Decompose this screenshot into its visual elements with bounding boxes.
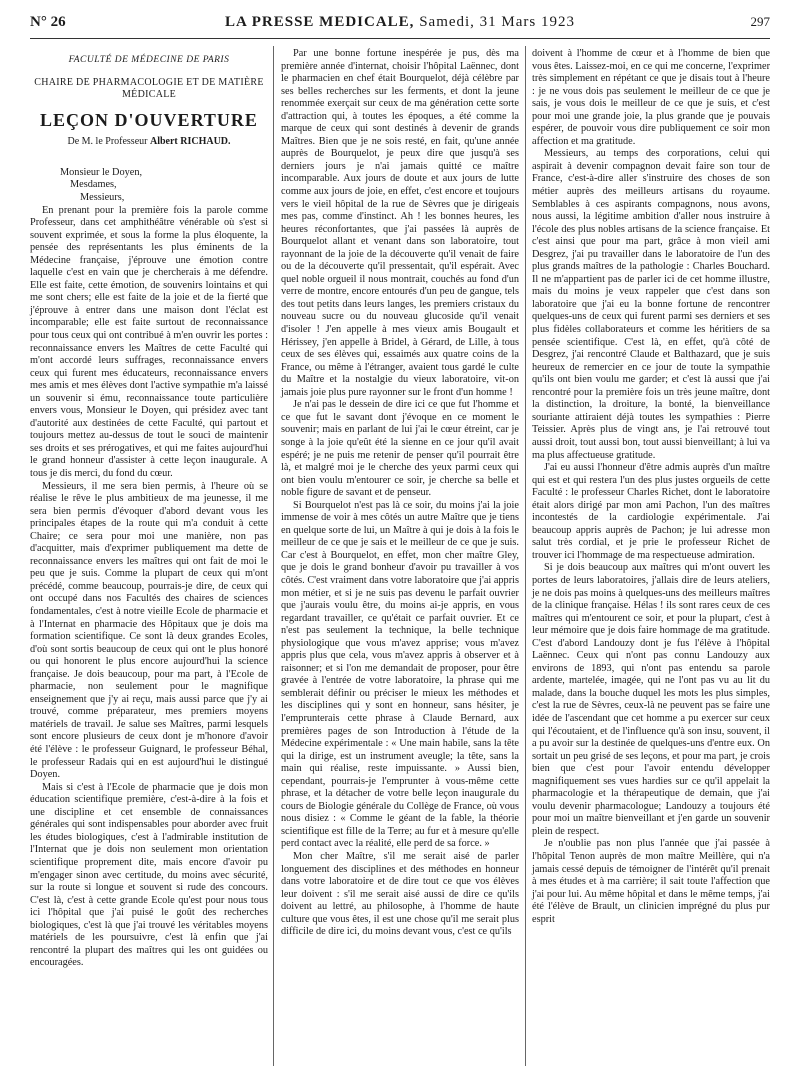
paragraph: doivent à l'homme de cœur et à l'homme de bien que vous êtes. Laissez-moi, en ce qui me concerne, l'exprimer très simplement en répétant ce que je disais tout à l'heure : je ne vous dois pas seulement le meilleur de ce que je sais, je vous dois le meilleur de ce que je suis, et c'est pour moi une grande joie, la plus grande que je pouvais espérer, de pouvoir vous dire publiquement ce soir mon affection et ma gratitude. — [532, 48, 770, 147]
salutation-line: Messieurs, — [80, 191, 125, 203]
issue-number: N° 26 — [30, 14, 66, 30]
paragraph: Je n'oublie pas non plus l'année que j'ai passée à l'hôpital Tenon auprès de mon maître Meillère, qui n'a jamais cessé depuis de témoigner de l'intérêt qu'il prenait à mes études et à ma carrière; il sait toute l'affection que j'ai pour lui. Au même hôpital et dans le même temps, j'ai été l'élève de Brault, un clinicien imprégné du plus pur esprit — [532, 838, 770, 925]
header-rule — [30, 38, 770, 39]
author-prefix: De M. le Professeur — [67, 136, 150, 148]
column-divider — [273, 46, 274, 1066]
paragraph: Mais si c'est à l'Ecole de pharmacie que je dois mon éducation scientifique première, c'est-à-dire à la fois et une discipline et cet ensemble de connaissances générales qui sont indispensables pour aborder avec fruit les études biologiques, c'est à l'admirable institution de l'Internat que je dois non seulement mon orientation scientifique proprement dite, mais encore d'avoir pu m'engager sinon avec certitude, du moins avec sécurité, sur la route si longue et souvent si rude des concours. C'est là, c'est à cette grande Ecole qu'est pour nous tous ici l'hôpital que j'ai puisé le goût des recherches biologiques, c'est là que j'ai trouvé les véritables moyens matériels de les poursuivre, c'est là enfin que j'ai rencontré la plupart des maîtres qui les ont guidées ou encouragées. — [30, 781, 268, 969]
faculty-line: FACULTÉ DE MÉDECINE DE PARIS — [68, 55, 230, 65]
paragraph: Messieurs, au temps des corporations, celui qui aspirait à devenir compagnon devait faire son tour de France, c'est-à-dire aller s'instruire des choses de son métier auprès des meilleurs artisans du royaume. Semblables à ces aspirants compagnons, nous avons, nous aussi, la légitime ambition d'aller nous instruire à l'école des plus nobles artisans de la science française. Et c'est ainsi que pour ma part, grâce à mon vieil ami Desgrez, j'ai pu travailler dans le laboratoire de l'un des plus grands maîtres de la pathologie : Charles Bouchard. Il ne m'appartient pas de parler ici de cet homme illustre, mais du moins je veux rappeler que c'est dans son laboratoire que j'ai eu la bonne fortune de rencontrer quelques-uns de ceux qui furent parmi ses derniers et ses plus fidèles collaborateurs et comme les héritiers de sa pensée scientifique. C'est là, en effet, qu'à côté de Desgrez, j'ai rencontré Claude et Balthazard, que je suis heureux de remercier en ce jour de toute la sympathie qu'ils ont bien voulu me garder; et c'est là aussi que j'ai rencontré pour la première fois un très jeune maître, dont la distinction, la droiture, la bonté, la bienveillance souriante attiraient déjà toutes les sympathies : Pierre Teissier. Après plus de vingt ans, je l'ai retrouvé tout aussi droit, tout aussi bon, tout aussi bienveillant; à lui va ma plus affectueuse gratitude. — [532, 148, 770, 461]
paragraph: Je n'ai pas le dessein de dire ici ce que fut l'homme et ce que fut le savant dont j'évoque en ce moment le souvenir; mais en parlant de lui j'ai le cœur étreint, car je songe à la joie qu'eût été la sienne en ce jour qu'il avait espéré; je ne puis me retenir de penser qu'il pourrait être là, et malgré moi je le cherche des yeux parmi ceux qui ont bien voulu m'entourer ce soir, je cherche sa belle et noble figure de savant et de penseur. — [281, 399, 519, 499]
salutation — [60, 167, 268, 205]
article-title: LEÇON D'OUVERTURE — [40, 109, 258, 130]
paragraph: Si Bourquelot n'est pas là ce soir, du moins j'ai la joie immense de voir à mes côtés un autre Maître que je tiens en quelque sorte de lui, un Maître à qui je dois à la fois le meilleur de ce que je sais et le meilleur de ce que je suis. Car c'est à Bourquelot, en effet, mon cher maître Gley, que je dois le grand bonheur d'avoir pu travailler à vos côtés. C'est vraiment dans votre laboratoire que j'ai appris mon métier, et si je ne suis pas devenu le parfait ouvrier que j'aurais voulu être, du moins ai-je appris, en vous regardant travailler, ce qu'était ce parfait ouvrier. Et ce n'est pas seulement la technique, la belle technique physiologique que vous m'avez apprise; vous m'avez appris plus que cela, vous m'avez appris à observer et à raisonner; et si l'on me demandait de proposer, pour être gravée à l'entrée de votre laboratoire, la phrase qui me semblerait définir ou préciser le mieux les méthodes et les disciplines qui y sont en honneur, sans hésiter, je l'emprunterais cette phrase à Claude Bernard, aux premières pages de son Introduction à l'étude de la Médecine expérimentale : « Une main habile, sans la tête qui la dirige, est un instrument aveugle; la tête, sans la main qui réalise, reste impuissante. » Aussi bien, cependant, pourrais-je l'emprunter à vous-même cette phrase, et la détacher de votre belle leçon inaugurale du cours de Biologie générale du Collège de France, où vous nous disiez : « Comme le géant de la fable, la théorie scientifique est fille de la Terre; au fur et à mesure qu'elle perd contact avec la réalité, elle perd de sa force. » — [281, 499, 519, 850]
paragraph: En prenant pour la première fois la parole comme Professeur, dans cet amphithéâtre vénérable où s'est si souvent exprimée, et sous la forme la plus éloquente, la pensée des représentants les plus éminents de la Médecine française, j'éprouve une émotion contre laquelle c'est en vain que je chercherais à me défendre. Elle est faite, cette émotion, de souvenirs lointains et qui me sont chers; elle est faite de la joie et de la fierté que j'éprouve à entrer dans une maison dont l'éclat est incomparable; elle est faite surtout de reconnaissance pour tous ceux qui ont contribué à m'en ouvrir les portes : reconnaissance envers les Maîtres de cette Faculté qui m'ont accordé leurs suffrages, reconnaissance envers ceux qui furent mes éducateurs, reconnaissance envers mes amis et mes élèves dont l'active sympathie m'a laissé un souvenir si ému, reconnaissance toute particulière envers vous, Monsieur le Doyen, qui présidez avec tant d'autorité aux destinées de cette Faculté, qui partout et toujours mettez au-dessus de tout le souci de maintenir ses droits et ses prérogatives, et qui me faites aujourd'hui le grand honneur d'assister à cette leçon inaugurale. A tous je dis merci, du fond du cœur. — [30, 204, 268, 479]
paragraph: Messieurs, il me sera bien permis, à l'heure où se réalise le rêve le plus ambitieux de ma jeunesse, il me sera bien permis d'évoquer d'abord devant vous les principales étapes de la route qui m'a conduit à cette Chaire; ce sera pour moi une manière, non pas d'acquitter, mais d'exprimer publiquement ma dette de reconnaissance envers les maîtres qui ont fait de moi le peu que je suis. Comme la plupart de ceux qui m'ont précédé, comme beaucoup, pourrais-je dire, de ceux qui ont occupé dans nos Facultés des chaires de sciences fondamentales, c'est à notre vieille Ecole de pharmacie et à l'Internat en pharmacie des Hôpitaux que je dois ma formation scientifique. Ce sont là deux grandes Ecoles, d'où sont sortis beaucoup de ceux qui ont le plus honoré ou qui honorent le plus encore aujourd'hui la science française. Je dois beaucoup, pour ma part, à l'Ecole de pharmacie, non seulement pour le magnifique enseignement que j'y ai reçu, mais aussi parce que j'y ai trouvé, comme préparateur, mes premiers moyens matériels de travail. Je salue ses Maîtres, parmi lesquels sont encore plusieurs de ceux dont je m'honore d'avoir été l'élève : le professeur Guignard, le professeur Béhal, le professeur Radais qui en est aujourd'hui le distingué Doyen. — [30, 480, 268, 781]
column-1 — [30, 48, 268, 970]
page-number: 297 — [750, 14, 770, 29]
chair-title: CHAIRE DE PHARMACOLOGIE ET DE MATIÈRE MÉDICALE — [34, 76, 264, 101]
masthead-date: Samedi, 31 Mars 1923 — [414, 14, 576, 30]
author-line — [30, 136, 268, 149]
paragraph: Mon cher Maître, s'il me serait aisé de parler longuement des disciplines et des méthodes en honneur dans votre laboratoire et de dire tout ce que vos élèves leur doivent : s'il me serait aisé aussi de dire ce qu'ils doivent au lettré, au philosophe, à l'homme de haute culture que vous êtes, il est une chose qu'il me serait plus difficile de dire ici, du moins devant vous, c'est ce qu'ils — [281, 851, 519, 938]
author-name: Albert RICHAUD. — [149, 136, 231, 148]
salutation-line: Monsieur le Doyen, — [60, 166, 143, 178]
column-3 — [532, 48, 770, 926]
page-header — [30, 14, 770, 36]
column-2 — [281, 48, 519, 939]
paragraph: Par une bonne fortune inespérée je pus, dès ma première année d'internat, choisir l'hôpital Laënnec, dont le pharmacien en chef était Bourquelot, déjà célèbre par ses belles recherches sur les ferments, et dont la jeune renommée exerçait sur ceux de ma génération cette sorte d'attraction qui, à toutes les époques, a été comme la marque de ceux qui sont destinés à devenir de grands Maîtres. Bien que je ne sois resté, en fait, qu'une année auprès de Bourquelot, je peux dire que jusqu'à ses derniers jours je n'ai jamais quitté ce maître incomparable. Aux jours de doute et aux jours de lutte comme aux jours de joie, en effet, c'est encore et toujours vers le vieil hôpital de la rue de Sèvres que je dirigeais mes pas, comme d'instinct. Ah ! les bonnes heures, les heures réconfortantes, que j'ai passées là auprès de Bourquelot allant et venant dans son laboratoire, tout rayonnant de la joie de la découverte qu'il venait de faire ou de la découverte qu'il pressentait, qu'il espérait. Avec quel noble orgueil il nous montrait, couchés au fond d'un verre de montre, encore entourés d'un peu de gangue, tels des tout petits dans leurs langes, les premiers cristaux du nouveau sucre ou du nouveau glucoside qu'il venait d'isoler ! J'en appelle à mes vieux amis Bougault et Hérissey, j'en appelle à Bridel, à Gérard, de Lille, à tous ceux de ses élèves qui, essaimés aux quatre coins de la France, ou même à l'étranger, avaient tous gardé le culte du Maître et la nostalgie du vieux laboratoire, vit-on jamais joie plus pure rayonner sur le front d'un homme ! — [281, 48, 519, 398]
masthead — [30, 14, 770, 31]
paragraph: J'ai eu aussi l'honneur d'être admis auprès d'un maître qui est et qui restera l'un des plus justes orgueils de cette Faculté : le professeur Charles Richet, dont le laboratoire était alors dirigé par mon ami Pachon, l'un des maîtres incontestés de la cardiologie expérimentale. J'ai beaucoup appris auprès de Pachon; je lui adresse mon salut très cordial, et je prie le professeur Richet de trouver ici l'hommage de ma respectueuse admiration. — [532, 462, 770, 561]
salutation-line: Mesdames, — [70, 179, 117, 191]
column-divider — [525, 46, 526, 1066]
masthead-title: LA PRESSE MEDICALE, — [224, 14, 415, 30]
paragraph: Si je dois beaucoup aux maîtres qui m'ont ouvert les portes de leurs laboratoires, j'allais dire de leurs ateliers, je ne dois pas moins à quelques-uns des meilleurs maîtres de la clinique française. Hélas ! ils sont rares ceux de ces maîtres qui m'entourent ce soir, et pour la plupart, c'est à leur mémoire que je dois faire hommage de ma gratitude. C'est d'abord Landouzy dont je fus l'élève à l'hôpital Laënnec. Ceux qui n'ont pas connu Landouzy aux environs de 1893, qui n'ont pas entendu sa parole ardente, martelée, imagée, qui ne l'ont pas vu au lit du malade, dans la bouche duquel les mots les plus simples, c'est la rue de Sèvres, ceux-là ne peuvent pas se faire une idée de l'ascendant que cet homme a pu exercer sur ceux qui l'écoutaient, et de l'influence qu'à son insu, souvent, il a pu avoir sur la destinée de quelques-uns d'entre eux. On sortait un peu grisé de ses leçons, et pour ma part, je crois bien que c'est pour l'avoir entendu développer magnifiquement ses vues hardies sur ce qu'il appelait la pharmacologie et la thérapeutique de demain, que j'ai voulu devenir pharmacologue; Landouzy a toujours été pour moi un maître bienveillant et j'en garde un souvenir plein de respect. — [532, 562, 770, 837]
